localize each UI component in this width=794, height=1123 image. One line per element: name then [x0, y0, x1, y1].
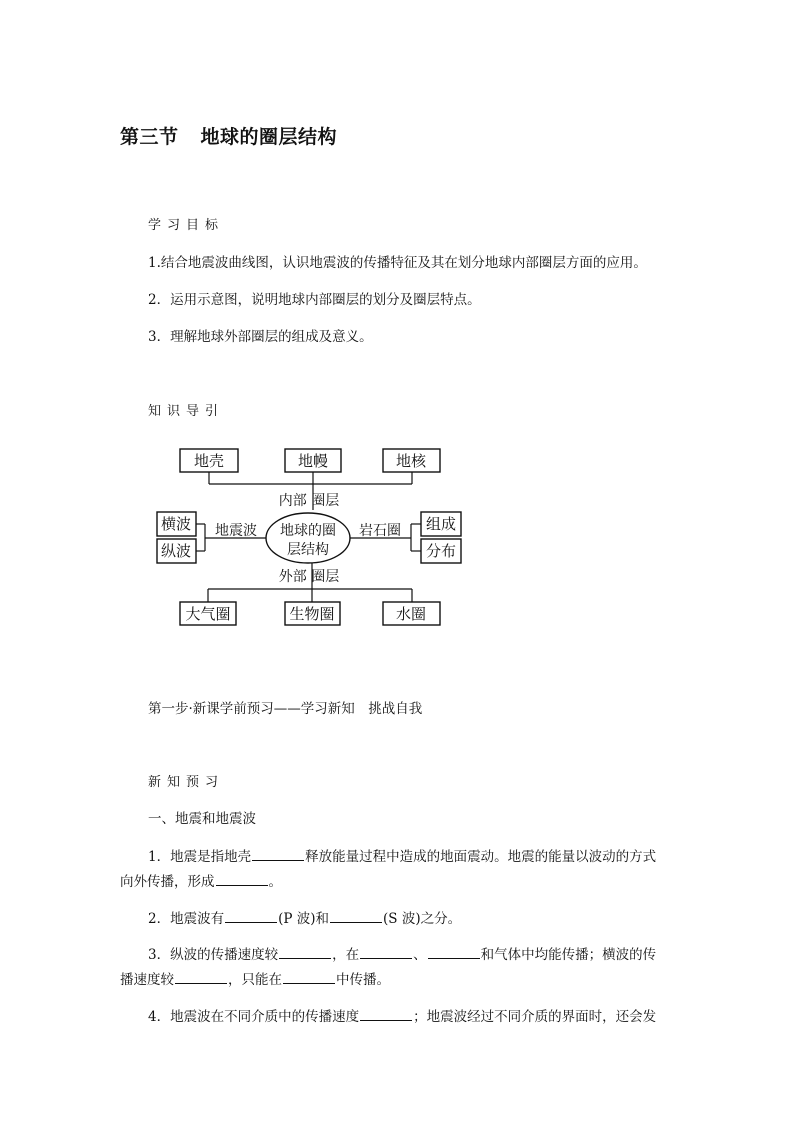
label-atmosphere: 大气圈 — [185, 605, 231, 623]
label-crust: 地壳 — [193, 452, 225, 470]
label-hydrosphere: 水圈 — [395, 605, 427, 623]
blank-q1-1[interactable] — [252, 848, 304, 861]
blank-q2-1[interactable] — [225, 910, 277, 923]
blank-q1-2[interactable] — [216, 873, 268, 886]
blank-q4-1[interactable] — [360, 1008, 412, 1021]
question-4-line1: 4．地震波在不同介质中的传播速度 ；地震波经过不同介质的界面时，还会发 — [148, 1009, 657, 1025]
question-3-line1: 3．纵波的传播速度较 ，在 、 和气体中均能传播；横波的传 — [148, 947, 657, 963]
step-one-heading: 第一步·新课学前预习——学习新知 挑战自我 — [148, 701, 423, 717]
label-composition: 组成 — [425, 515, 457, 533]
label-seismic-wave: 地震波 — [215, 523, 257, 539]
question-1-line1: 1．地震是指地壳 释放能量过程中造成的地面震动。地震的能量以波动的方式 — [148, 849, 657, 865]
guide-heading: 知识导引 — [148, 404, 225, 419]
label-transverse-wave: 横波 — [160, 515, 192, 533]
objectives-heading: 学习目标 — [148, 218, 225, 233]
section-number: 第三节 — [120, 126, 179, 148]
question-1-line2: 向外传播，形成 。 — [120, 874, 282, 890]
objective-3: 3．理解地球外部圈层的组成及意义。 — [148, 329, 373, 345]
label-mantle: 地幔 — [297, 452, 329, 470]
center-text-line1: 地球的圈 — [280, 523, 336, 539]
label-outer-layers: 外部 圈层 — [278, 569, 340, 585]
question-2: 2．地震波有 (P 波)和 (S 波)之分。 — [148, 911, 462, 927]
center-text-line2: 层结构 — [287, 542, 329, 558]
label-longitudinal-wave: 纵波 — [160, 542, 192, 560]
blank-q3-2[interactable] — [360, 946, 412, 959]
question-3-line2: 播速度较 ，只能在 中传播。 — [120, 972, 390, 988]
label-lithosphere: 岩石圈 — [359, 523, 401, 539]
section-name: 地球的圈层结构 — [200, 126, 338, 148]
blank-q2-2[interactable] — [330, 910, 382, 923]
label-inner-layers: 内部 圈层 — [278, 493, 340, 509]
blank-q3-5[interactable] — [283, 971, 335, 984]
label-distribution: 分布 — [425, 542, 457, 560]
objective-1: 1.结合地震波曲线图，认识地震波的传播特征及其在划分地球内部圈层方面的应用。 — [148, 255, 647, 271]
blank-q3-4[interactable] — [175, 971, 227, 984]
label-core: 地核 — [395, 452, 427, 470]
blank-q3-3[interactable] — [428, 946, 480, 959]
subsection-earthquake: 一、地震和地震波 — [148, 811, 256, 827]
objective-2: 2．运用示意图，说明地球内部圈层的划分及圈层特点。 — [148, 292, 481, 308]
label-biosphere: 生物圈 — [289, 605, 335, 623]
blank-q3-1[interactable] — [279, 946, 331, 959]
preview-heading: 新知预习 — [148, 775, 225, 790]
